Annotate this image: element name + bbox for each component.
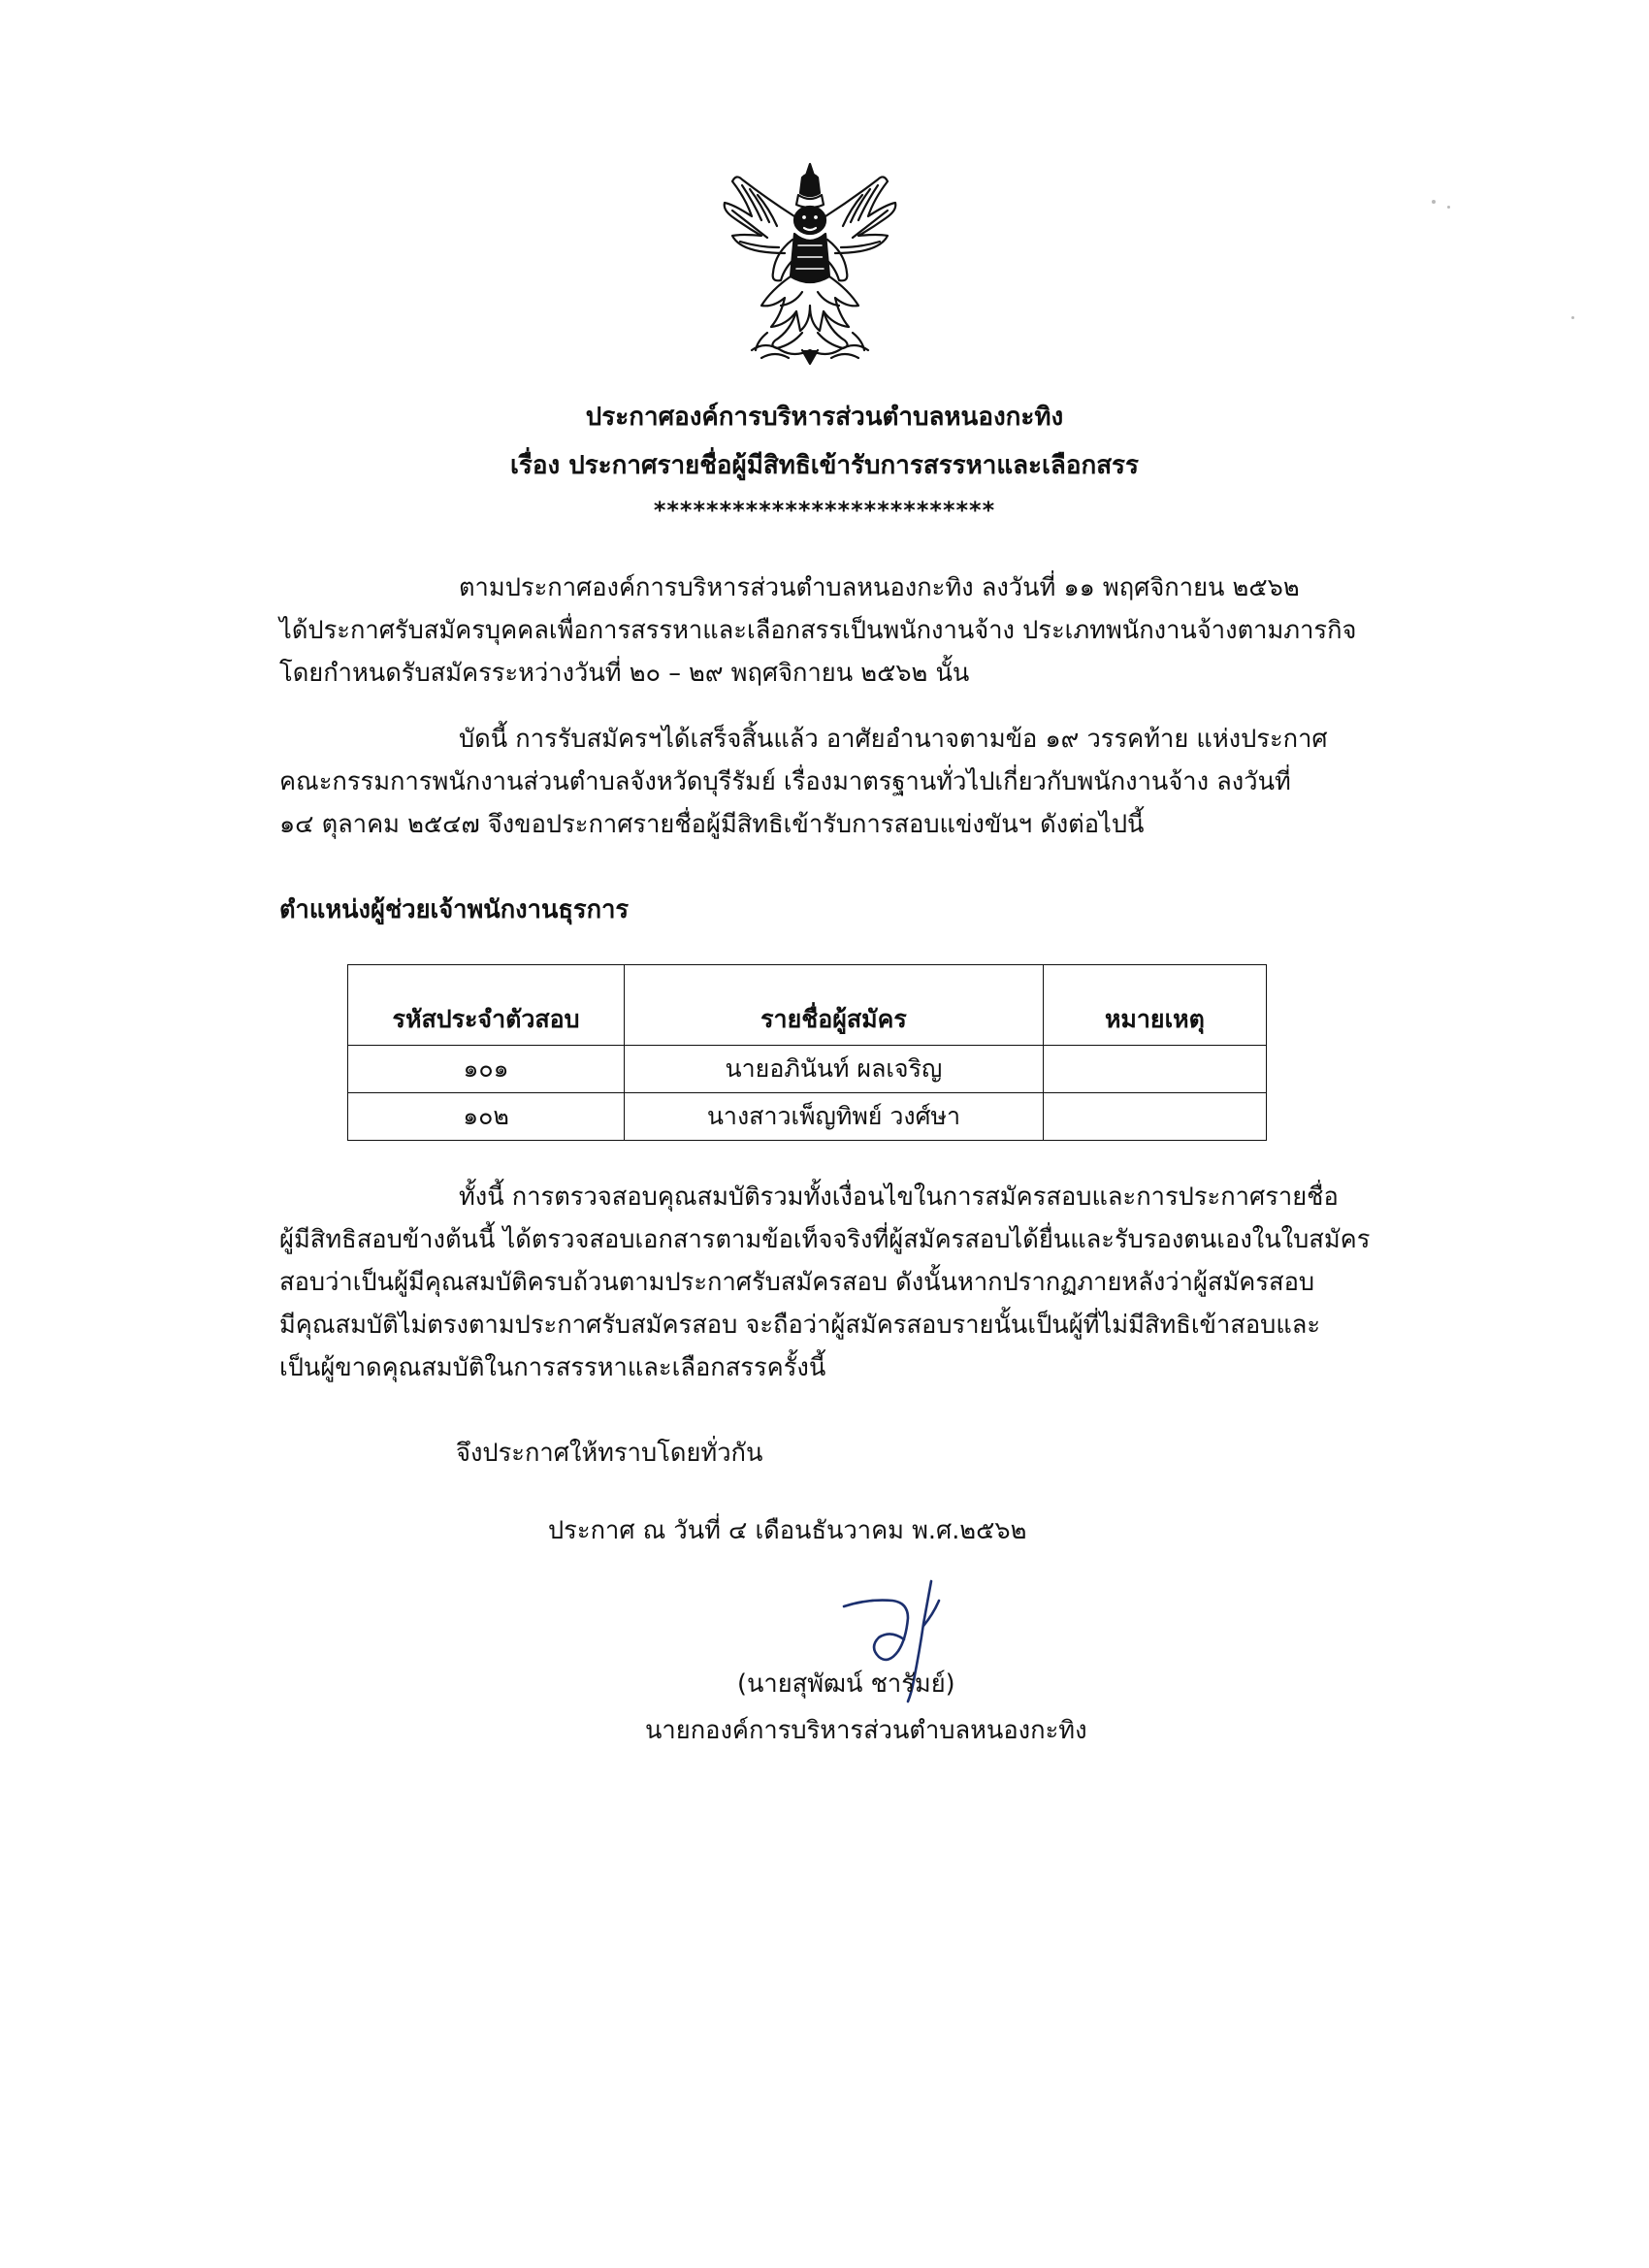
paragraph-line: ๑๔ ตุลาคม ๒๕๔๗ จึงขอประกาศรายชื่อผู้มีสิทธิเข้ารับการสอบแข่งขันฯ ดังต่อไปนี้ — [279, 810, 1145, 839]
signer-title: นายกองค์การบริหารส่วนตำบลหนองกะทิง — [645, 1716, 1087, 1745]
announcement-subject-heading: เรื่อง ประกาศรายชื่อผู้มีสิทธิเข้ารับการสรรหาและเลือกสรร — [509, 451, 1139, 480]
paragraph-reference-announcement — [279, 567, 1405, 695]
paragraph-line: มีคุณสมบัติไม่ตรงตามประกาศรับสมัครสอบ จะถือว่าผู้สมัครสอบรายนั้นเป็นผู้ที่ไม่มีสิทธิเข้าสอบและ — [279, 1311, 1321, 1340]
signer-name: (นายสุพัฒน์ ชารัมย์) — [737, 1669, 955, 1699]
applicants-table — [347, 964, 1267, 1141]
paragraph-authority — [279, 718, 1405, 846]
column-header-remarks: หมายเหตุ — [1043, 965, 1266, 1046]
scan-speck — [1447, 206, 1450, 209]
scan-speck — [1432, 200, 1436, 204]
paragraph-line: ได้ประกาศรับสมัครบุคคลเพื่อการสรรหาและเลือกสรรเป็นพนักงานจ้าง ประเภทพนักงานจ้างตามภารกิจ — [279, 616, 1357, 645]
paragraph-line: บัดนี้ การรับสมัครฯได้เสร็จสิ้นแล้ว อาศัยอำนาจตามข้อ ๑๙ วรรคท้าย แห่งประกาศ — [459, 725, 1328, 754]
column-header-applicant-name: รายชื่อผู้สมัคร — [625, 965, 1044, 1046]
position-title: ตำแหน่งผู้ช่วยเจ้าพนักงานธุรการ — [279, 895, 630, 924]
paragraph-qualification-notice — [279, 1176, 1405, 1389]
table-row — [348, 1093, 1267, 1141]
paragraph-line: เป็นผู้ขาดคุณสมบัติในการสรรหาและเลือกสรรครั้งนี้ — [279, 1353, 826, 1382]
applicant-name-cell: นางสาวเพ็ญทิพย์ วงศ์ษา — [625, 1093, 1044, 1141]
paragraph-line: สอบว่าเป็นผู้มีคุณสมบัติครบถ้วนตามประกาศรับสมัครสอบ ดังนั้นหากปรากฏภายหลังว่าผู้สมัครสอบ — [279, 1268, 1315, 1297]
closing-statement: จึงประกาศให้ทราบโดยทั่วกัน — [456, 1439, 763, 1468]
exam-code-cell: ๑๐๑ — [348, 1046, 625, 1093]
exam-code-cell: ๑๐๒ — [348, 1093, 625, 1141]
asterisk-separator: ************************** — [653, 497, 996, 524]
remarks-cell — [1043, 1046, 1266, 1093]
applicant-name-cell: นายอภินันท์ ผลเจริญ — [625, 1046, 1044, 1093]
paragraph-line: โดยกำหนดรับสมัครระหว่างวันที่ ๒๐ – ๒๙ พฤศจิกายน ๒๕๖๒ นั้น — [279, 659, 970, 688]
table-row — [348, 1046, 1267, 1093]
paragraph-line: ทั้งนี้ การตรวจสอบคุณสมบัติรวมทั้งเงื่อนไขในการสมัครสอบและการประกาศรายชื่อ — [459, 1183, 1339, 1212]
table-header-row — [348, 965, 1267, 1046]
paragraph-line: คณะกรรมการพนักงานส่วนตำบลจังหวัดบุรีรัมย์ เรื่องมาตรฐานทั่วไปเกี่ยวกับพนักงานจ้าง ลงวันที่ — [279, 767, 1291, 796]
paragraph-line: ตามประกาศองค์การบริหารส่วนตำบลหนองกะทิง ลงวันที่ ๑๑ พฤศจิกายน ๒๕๖๒ — [459, 573, 1300, 602]
garuda-emblem-icon — [713, 160, 907, 369]
column-header-exam-code: รหัสประจำตัวสอบ — [348, 965, 625, 1046]
paragraph-line: ผู้มีสิทธิสอบข้างต้นนี้ ได้ตรวจสอบเอกสารตามข้อเท็จจริงที่ผู้สมัครสอบได้ยื่นและรับรองตนเองในใบสมัคร — [279, 1225, 1371, 1254]
announcement-date: ประกาศ ณ วันที่ ๔ เดือนธันวาคม พ.ศ.๒๕๖๒ — [548, 1516, 1027, 1545]
announcement-issuer-heading: ประกาศองค์การบริหารส่วนตำบลหนองกะทิง — [585, 403, 1064, 432]
remarks-cell — [1043, 1093, 1266, 1141]
scan-speck — [1571, 316, 1574, 319]
